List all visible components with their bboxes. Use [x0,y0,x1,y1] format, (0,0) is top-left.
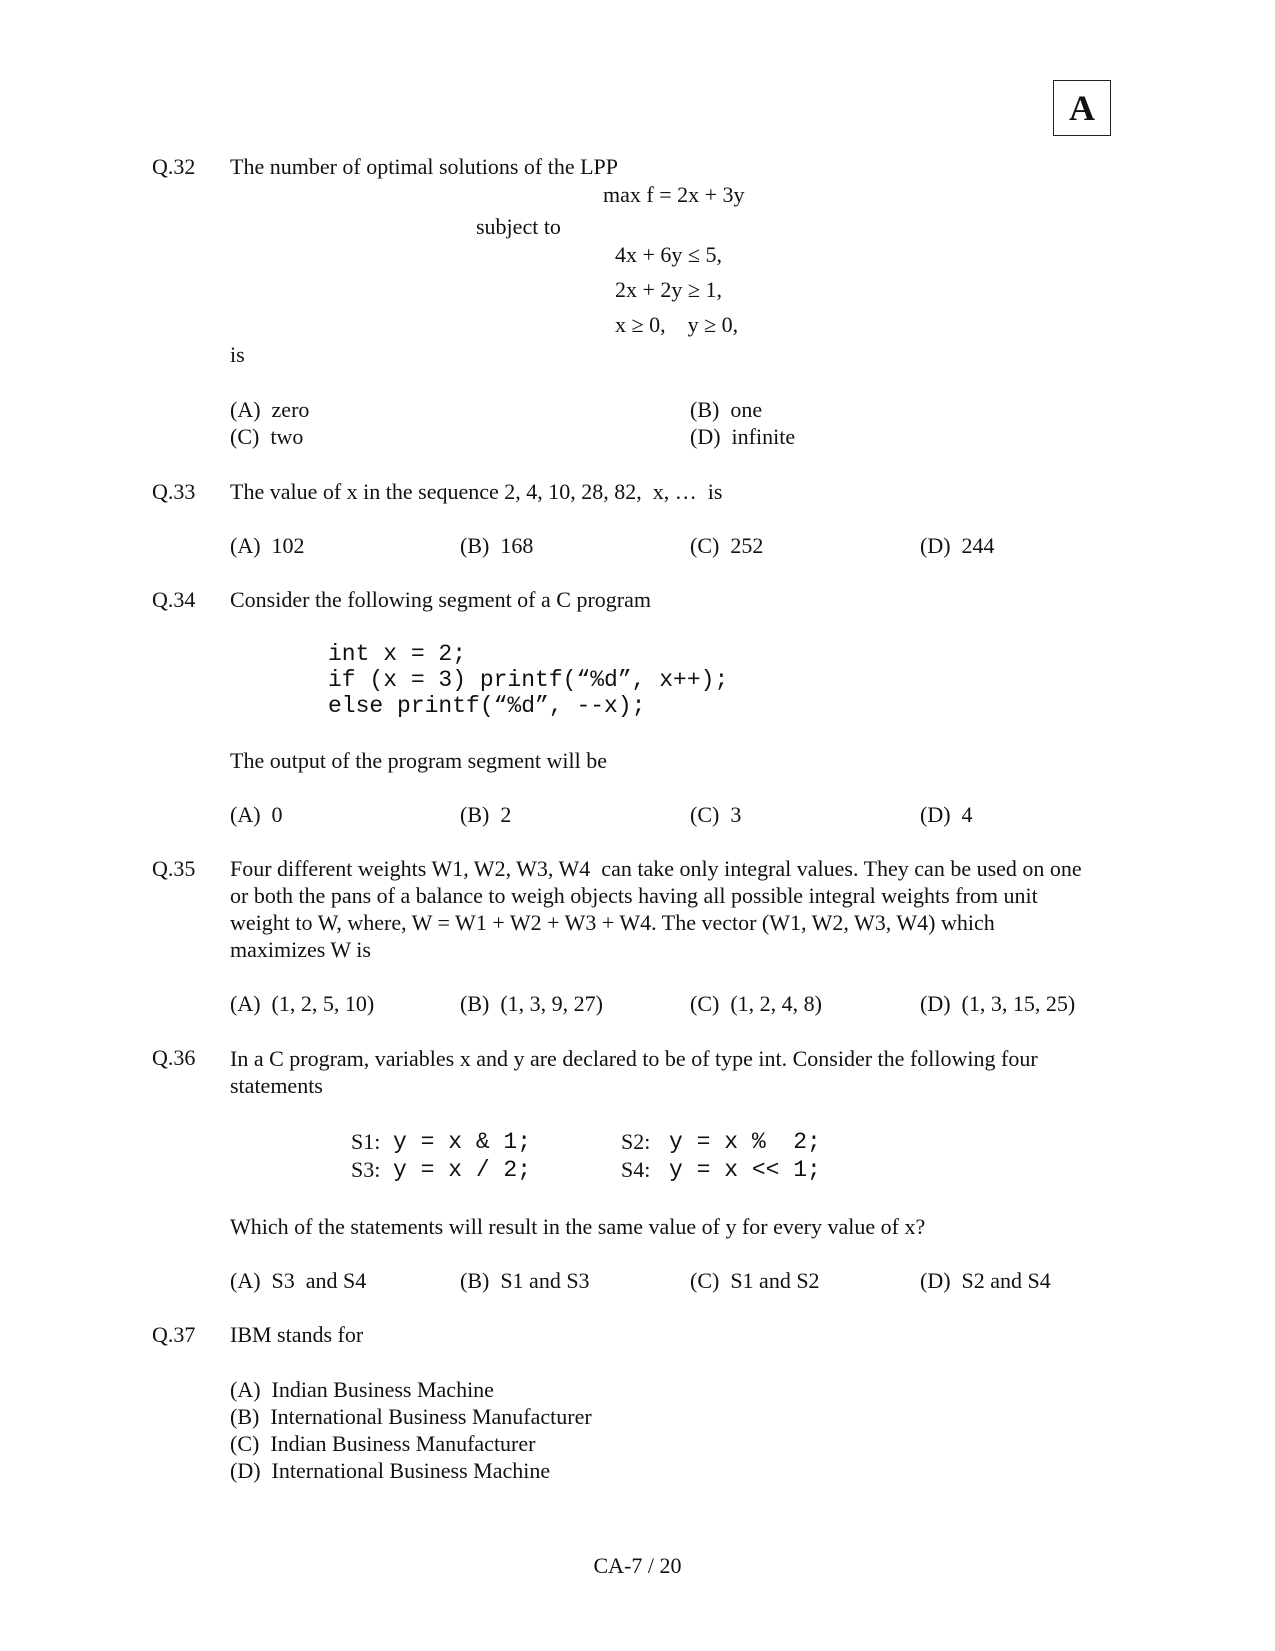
question-number: Q.32 [152,154,196,179]
option-a[interactable]: (A) 0 [230,802,283,827]
question-text-line: or both the pans of a balance to weigh objects having all possible integral weights from unit [230,883,1038,908]
option-c[interactable]: (C) 3 [690,802,742,827]
subject-to-label: subject to [476,214,561,239]
question-text-line: weight to W, where, W = W1 + W2 + W3 + W4. The vector (W1, W2, W3, W4) which [230,910,995,935]
statement-code: y = x & 1; [393,1129,532,1155]
option-a[interactable]: (A) S3 and S4 [230,1268,367,1293]
objective-text: max f = 2x + 3y [603,182,745,207]
question-followup: Which of the statements will result in the same value of y for every value of x? [230,1214,926,1239]
option-a[interactable]: (A) Indian Business Machine [230,1377,494,1402]
option-d[interactable]: (D) 244 [920,533,995,558]
option-c[interactable]: (C) S1 and S2 [690,1268,820,1293]
question-number: Q.33 [152,479,196,504]
lpp-objective [603,182,745,208]
question-set-label: A [1053,80,1111,136]
option-b[interactable]: (B) (1, 3, 9, 27) [460,991,603,1016]
question-text: The value of x in the sequence 2, 4, 10, 28, 82, x, … is [230,479,723,504]
constraint: 2x + 2y ≥ 1, [615,277,722,302]
option-a[interactable]: (A) 102 [230,533,305,558]
code-line: int x = 2; [328,641,467,667]
option-b[interactable]: (B) S1 and S3 [460,1268,590,1293]
option-b[interactable]: (B) 168 [460,533,534,558]
option-b[interactable]: (B) one [690,397,763,422]
question-number: Q.35 [152,856,196,881]
statement-code: y = x % 2; [669,1129,821,1155]
statement-label: S4: [621,1157,651,1182]
option-a[interactable]: (A) (1, 2, 5, 10) [230,991,375,1016]
question-text: The number of optimal solutions of the LPP [230,154,619,179]
code-line: else printf(“%d”, --x); [328,693,646,719]
statement-code: y = x << 1; [669,1157,821,1183]
question-followup: The output of the program segment will be [230,748,607,773]
statement-label: S2: [621,1129,651,1154]
question-tail: is [230,342,245,367]
option-d[interactable]: (D) 4 [920,802,973,827]
statement-label: S3: [351,1157,381,1182]
option-c[interactable]: (C) 252 [690,533,764,558]
option-d[interactable]: (D) International Business Machine [230,1458,551,1483]
option-c[interactable]: (C) two [230,424,304,449]
question-text: IBM stands for [230,1322,364,1347]
question-number: Q.36 [152,1045,196,1070]
option-d[interactable]: (D) (1, 3, 15, 25) [920,991,1076,1016]
option-b[interactable]: (B) 2 [460,802,512,827]
statement-code: y = x / 2; [393,1157,532,1183]
page-footer: CA-7 / 20 [593,1553,682,1578]
option-c[interactable]: (C) (1, 2, 4, 8) [690,991,822,1016]
statement-label: S1: [351,1129,381,1154]
option-d[interactable]: (D) infinite [690,424,796,449]
question-text-line: maximizes W is [230,937,371,962]
question-text-line: Four different weights W1, W2, W3, W4 can take only integral values. They can be used on one [230,856,1082,881]
constraint: x ≥ 0, y ≥ 0, [615,312,739,337]
option-b[interactable]: (B) International Business Manufacturer [230,1404,592,1429]
option-d[interactable]: (D) S2 and S4 [920,1268,1051,1293]
question-number: Q.37 [152,1322,196,1347]
question-text: In a C program, variables x and y are declared to be of type int. Consider the following four statements [230,1046,1038,1098]
option-a[interactable]: (A) zero [230,397,310,422]
constraint: 4x + 6y ≤ 5, [615,242,722,267]
question-number: Q.34 [152,587,196,612]
code-line: if (x = 3) printf(“%d”, x++); [328,667,729,693]
option-c[interactable]: (C) Indian Business Manufacturer [230,1431,536,1456]
question-text: Consider the following segment of a C program [230,587,651,612]
